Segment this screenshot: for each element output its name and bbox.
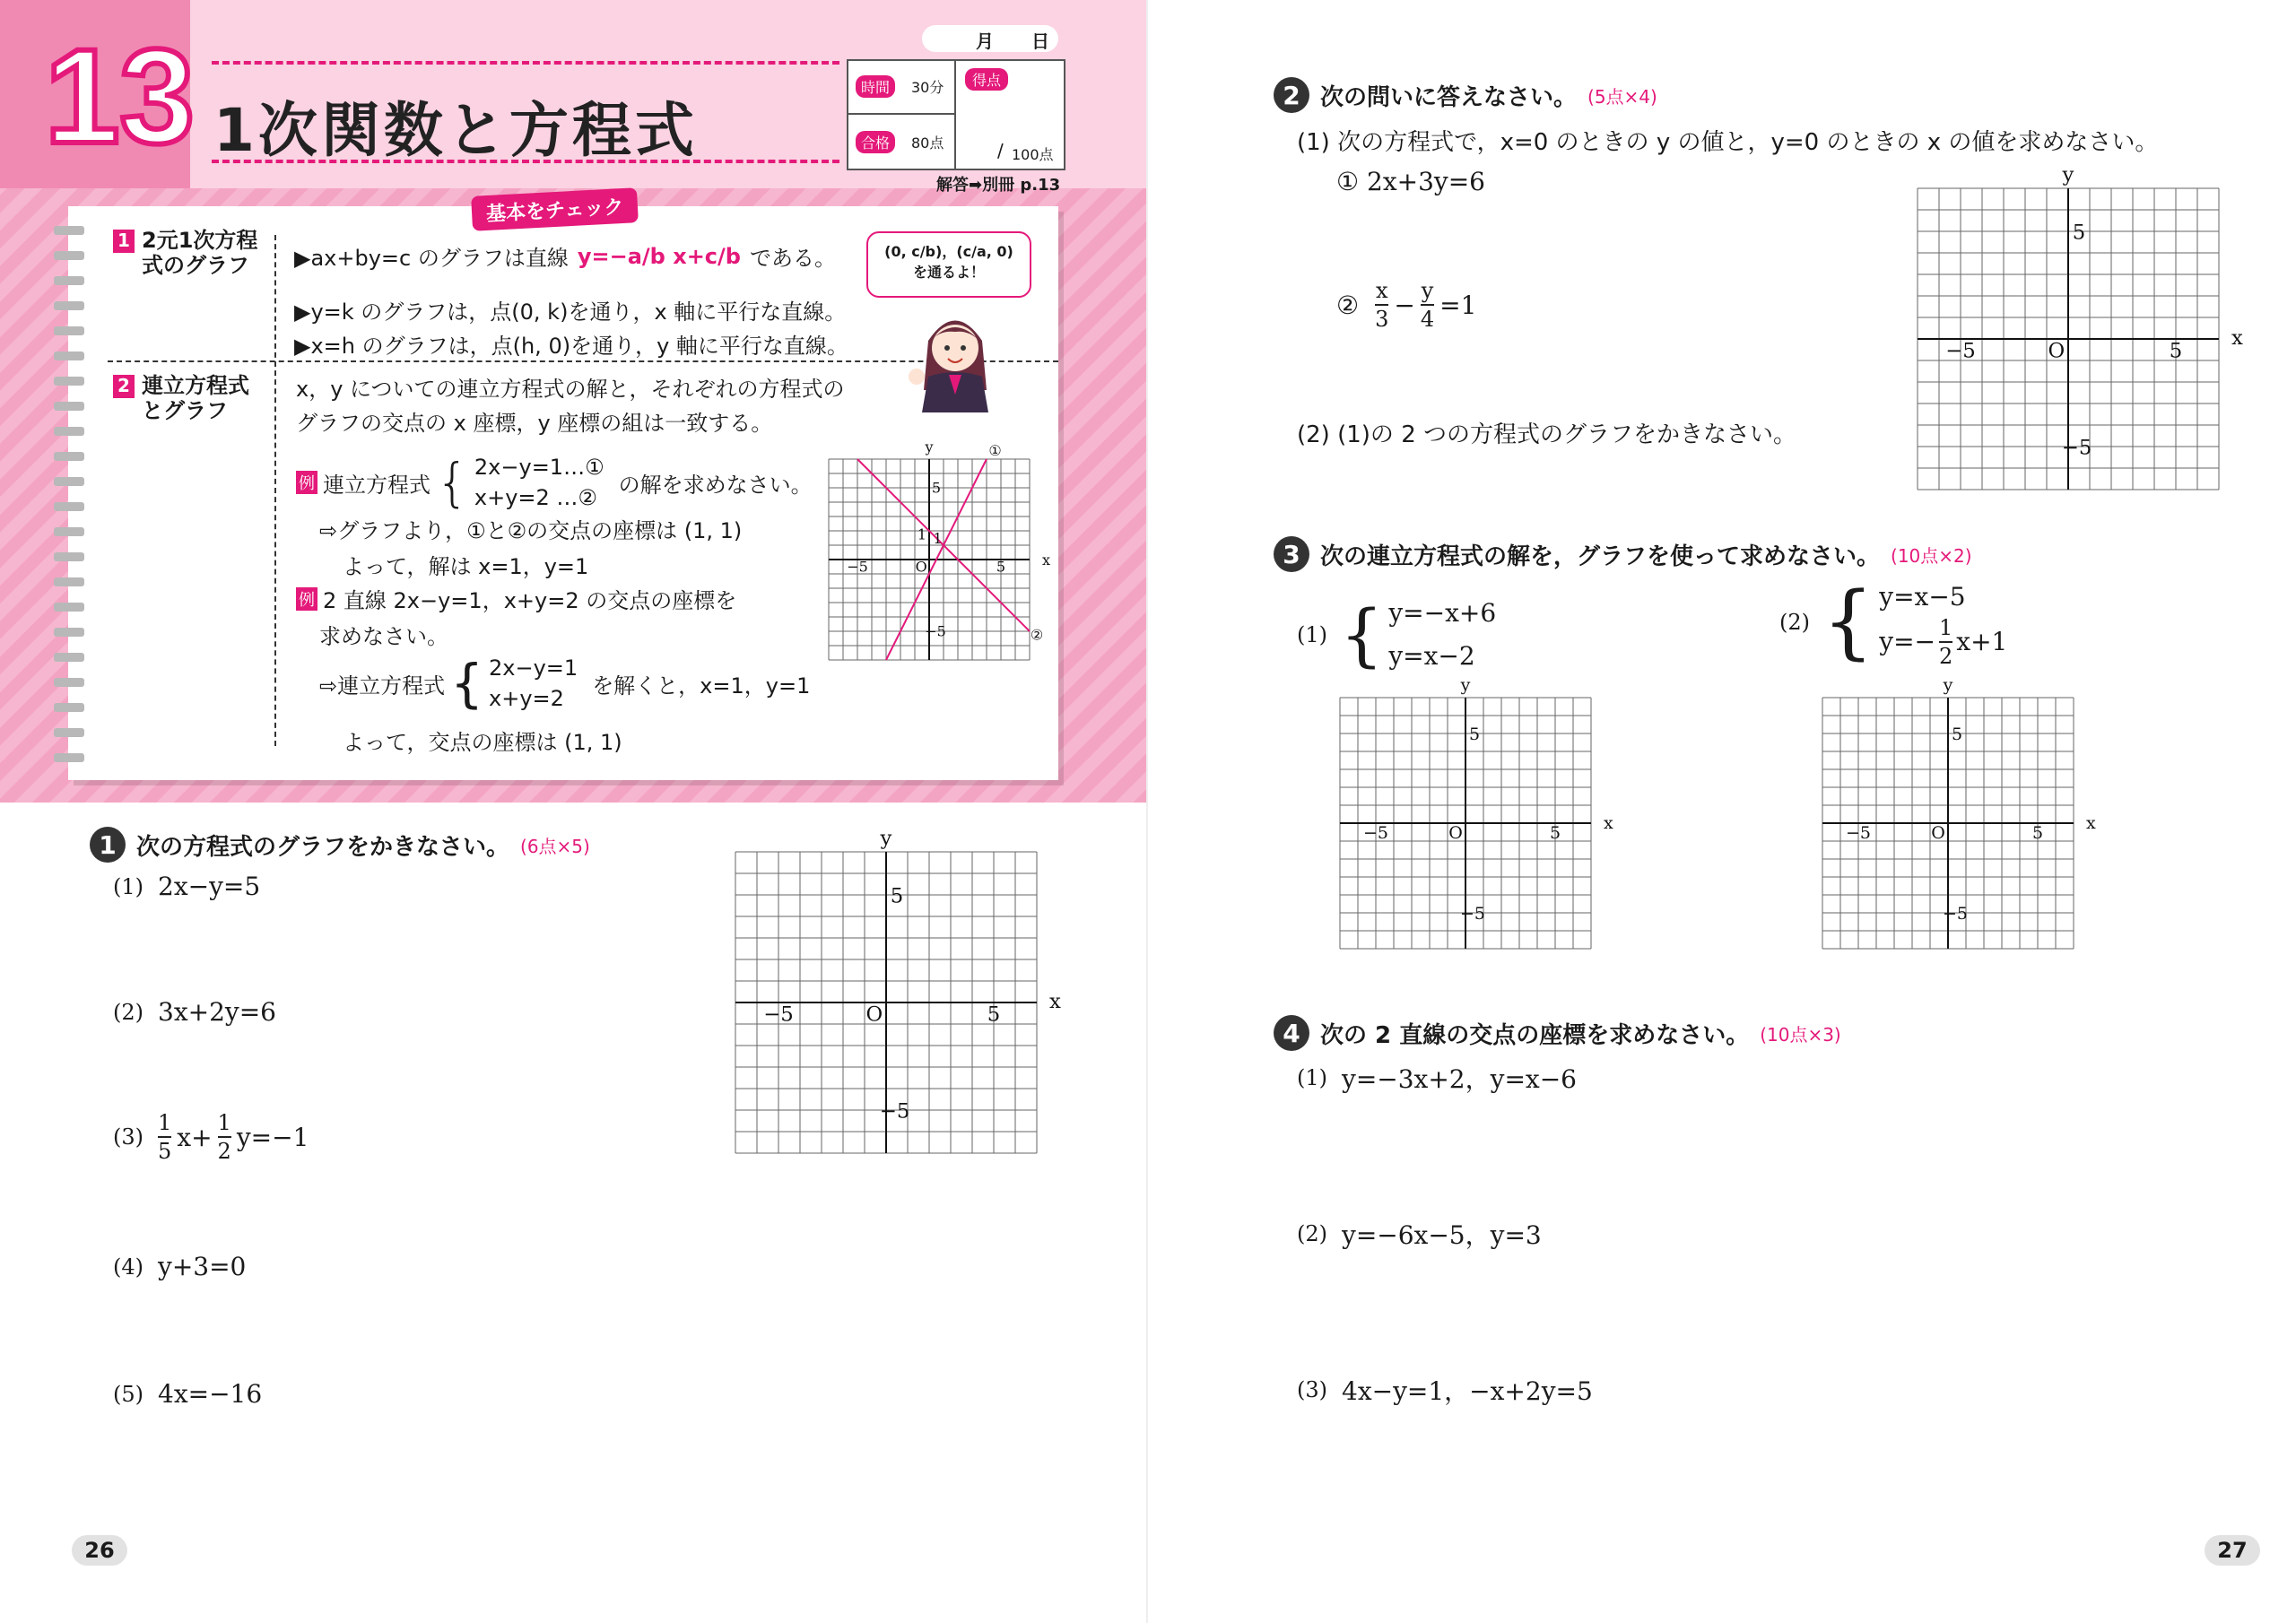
coordinate-grid <box>793 423 1065 696</box>
x-axis-label: x <box>1604 813 1613 833</box>
q3-title: 次の連立方程式の解を，グラフを使って求めなさい。 <box>1320 542 1881 570</box>
q1-item-3 <box>113 1112 309 1162</box>
score-label: 得点 <box>965 68 1008 91</box>
q3-points: (10点×2) <box>1891 544 1972 567</box>
grid-group <box>829 438 1050 660</box>
ring <box>54 703 84 712</box>
pass-row <box>848 115 956 169</box>
q1-points: (6点×5) <box>520 835 590 857</box>
q1-item-5-no: (5) <box>113 1381 144 1407</box>
bubble-text: を通るよ！ <box>912 264 985 281</box>
ring <box>54 577 84 586</box>
lesson-number: 13 <box>45 21 195 171</box>
s1-line1-a: ▶ax+by=c のグラフは直線 <box>294 246 569 271</box>
q2-item-2-minus: − <box>1394 290 1415 320</box>
time-row <box>848 61 956 115</box>
q3-part-1-no: (1) <box>1297 622 1327 647</box>
tick-label-x-pos5: 5 <box>2031 823 2044 843</box>
tick-label-x-pos5: 5 <box>2169 339 2183 363</box>
ring <box>54 678 84 687</box>
ring <box>54 402 84 411</box>
q2-title: 次の問いに答えなさい。 <box>1320 83 1578 111</box>
q1-item-4-no: (4) <box>113 1254 144 1280</box>
ring <box>54 477 84 486</box>
q1-item-2 <box>113 997 276 1027</box>
q1-item-4-eq: y+3=0 <box>158 1252 247 1281</box>
tick-label-x-pos5: 5 <box>996 558 1006 576</box>
q2-item-2-d1: 3 <box>1375 307 1389 332</box>
ring <box>54 753 84 762</box>
q4-heading <box>1274 1015 1841 1051</box>
tick-label-y-neg5: −5 <box>925 622 946 640</box>
tick-label-y-neg5: −5 <box>2061 436 2092 460</box>
q1-item-3-n2: 1 <box>217 1110 231 1135</box>
q3-part-2-no: (2) <box>1779 610 1810 635</box>
q3-part-2-eq2-b: x+1 <box>1956 627 2008 656</box>
grid-group <box>1822 675 2096 949</box>
q2-item-2-end: =1 <box>1439 290 1477 320</box>
q4-item-2-eq: y=−6x−5，y=3 <box>1342 1220 1542 1250</box>
ex2-eq1: 2x−y=1 <box>489 655 578 681</box>
tick-label-x-neg5: −5 <box>763 1002 794 1027</box>
q2-number: 2 <box>1274 77 1309 113</box>
q4-item-3-eq: 4x−y=1，−x+2y=5 <box>1342 1376 1593 1406</box>
tick-label-y-neg5: −5 <box>1943 904 1969 924</box>
ex1-label: 例 <box>296 471 317 494</box>
date-day: 日 <box>1031 30 1049 52</box>
x-axis-label: x <box>2086 813 2096 833</box>
q3-graph-1 <box>1304 662 1627 988</box>
page-number-left: 26 <box>72 1535 127 1566</box>
q2-item-2-no: ② <box>1336 290 1360 320</box>
ex2-label: 例 <box>296 587 317 611</box>
origin-label: O <box>915 558 927 576</box>
tick-label-y-neg5: −5 <box>879 1099 910 1124</box>
tick-label-y-pos5: 5 <box>931 479 942 497</box>
q3-graph-2 <box>1787 662 2109 988</box>
ring <box>54 552 84 561</box>
tick-label-x-neg5: −5 <box>1945 339 1976 363</box>
y-axis-label: y <box>880 827 892 850</box>
q3-part-2-eq1: y=x−5 <box>1879 582 1966 612</box>
ex1 <box>296 452 813 513</box>
origin-label: O <box>1931 823 1945 843</box>
q1-title: 次の方程式のグラフをかきなさい。 <box>136 833 510 861</box>
y-axis-label: y <box>1460 675 1471 695</box>
q2-item-2-d2: 4 <box>1420 307 1435 332</box>
q2-sub1: (1) 次の方程式で，x=0 のときの y の値と，y=0 のときの x の値を求めなさい。 <box>1297 129 2159 156</box>
s1-line1 <box>294 240 836 272</box>
q3-part-2 <box>1779 577 2007 667</box>
check-badge: 基本をチェック <box>471 187 639 231</box>
y-axis-label: y <box>2062 163 2074 187</box>
q1-number: 1 <box>90 827 126 863</box>
q3-part-1-brace: { <box>1340 595 1384 674</box>
grid-group <box>1340 675 1613 949</box>
origin-label: O <box>1448 823 1463 843</box>
q1-item-2-eq: 3x+2y=6 <box>158 997 276 1027</box>
pass-value: 80点 <box>911 135 944 152</box>
ring <box>54 301 84 310</box>
q4-item-2 <box>1297 1216 1542 1252</box>
ex1-brace: { <box>436 452 469 513</box>
time-label: 時間 <box>856 75 895 98</box>
q4-item-1-eq: y=−3x+2，y=x−6 <box>1342 1064 1577 1094</box>
score-box <box>847 59 1065 170</box>
q4-points: (10点×3) <box>1760 1023 1841 1046</box>
tick-label-x-pos5: 5 <box>987 1002 1001 1027</box>
coordinate-grid <box>1304 662 1627 985</box>
q3-part-1-eq2: y=x−2 <box>1388 641 1475 671</box>
q3-part-2-d: 2 <box>1939 644 1953 669</box>
ex2-ans-b: を解くと，x=1，y=1 <box>592 673 811 699</box>
q2-item-2-n1: x <box>1375 278 1388 303</box>
score-total: 100点 <box>1012 146 1054 163</box>
line-label-2: ② <box>1030 626 1044 644</box>
s1-line2: ▶y=k のグラフは，点(0, k)を通り，x 軸に平行な直線。 <box>294 299 847 325</box>
q1-item-1-eq: 2x−y=5 <box>158 872 261 901</box>
tick-label-x-pos5: 5 <box>1549 823 1561 843</box>
ring <box>54 226 84 235</box>
q1-item-5-eq: 4x=−16 <box>158 1379 263 1409</box>
q1-item-1-no: (1) <box>113 873 144 899</box>
bubble-line: (0, c/b)，(c/a, 0) <box>884 243 1013 260</box>
example-graph <box>793 423 1065 699</box>
q2-item-2 <box>1336 280 1476 330</box>
ring <box>54 502 84 511</box>
q4-item-3-no: (3) <box>1297 1377 1327 1402</box>
speech-bubble <box>866 231 1031 298</box>
q2-item-1: ① 2x+3y=6 <box>1336 167 1485 196</box>
q3-part-2-eq2-a: y=− <box>1879 627 1936 656</box>
ring <box>54 527 84 536</box>
tick-label-x-neg5: −5 <box>1845 823 1872 843</box>
ex2-text2: 求めなさい。 <box>319 624 448 649</box>
q3-heading <box>1274 536 1972 572</box>
ex2-ans2: よって，交点の座標は (1, 1) <box>343 730 622 755</box>
coordinate-grid <box>1787 662 2109 985</box>
s1-title: 2元1次方程式のグラフ <box>142 228 258 278</box>
q3-part-2-n: 1 <box>1939 615 1953 640</box>
ring <box>54 276 84 285</box>
q1-item-5 <box>113 1379 262 1409</box>
ex1-ans1: ⇨グラフより，①と②の交点の座標は (1, 1) <box>319 518 743 543</box>
q1-graph <box>700 816 1073 1193</box>
y-axis-label: y <box>925 438 934 456</box>
pass-label: 合格 <box>856 131 895 153</box>
q4-item-1-no: (1) <box>1297 1065 1327 1090</box>
ex1-eq2: x+y=2 …② <box>474 485 597 510</box>
ex2-eq2: x+y=2 <box>489 686 564 711</box>
score-slash: / <box>997 140 1004 161</box>
title-dash-top <box>212 61 839 65</box>
ring <box>54 728 84 737</box>
coordinate-grid <box>1882 152 2255 525</box>
q1-item-1 <box>113 872 260 901</box>
q3-number: 3 <box>1274 536 1309 572</box>
q1-item-3-no: (3) <box>113 1124 144 1150</box>
q1-item-3-end: y=−1 <box>236 1122 309 1152</box>
q1-item-3-d1: 5 <box>158 1139 172 1164</box>
q4-item-3 <box>1297 1372 1593 1408</box>
ex1-text-a: 連立方程式 <box>323 472 430 498</box>
ring <box>54 603 84 612</box>
line-label-1: ① <box>988 442 1002 459</box>
tick-label-y-pos5: 5 <box>1951 725 1963 744</box>
q3-part-2-brace: { <box>1822 575 1874 669</box>
q4-number: 4 <box>1274 1015 1309 1051</box>
q1-item-4 <box>113 1252 246 1281</box>
ex2-ans-a: ⇨連立方程式 <box>319 673 446 699</box>
tick-label-y-pos5: 5 <box>1468 725 1481 744</box>
y-axis-label: y <box>1943 675 1953 695</box>
tick-label-x-neg5: −5 <box>847 558 868 576</box>
tick-label-y-pos5: 5 <box>2072 221 2086 245</box>
q4-item-1 <box>1297 1060 1577 1096</box>
s1-num: 1 <box>113 230 135 253</box>
tick-label-y-pos5: 5 <box>890 884 904 908</box>
q4-item-2-no: (2) <box>1297 1221 1327 1246</box>
q2-graph <box>1882 152 2255 529</box>
q1-item-3-mid: x+ <box>177 1122 213 1152</box>
s2-text1: x，y についての連立方程式の解と，それぞれの方程式の <box>296 377 845 402</box>
title-dash-bottom <box>212 160 839 163</box>
q1-item-3-d2: 2 <box>217 1139 231 1164</box>
q4-title: 次の 2 直線の交点の座標を求めなさい。 <box>1320 1021 1750 1049</box>
ex2-text1: 2 直線 2x−y=1，x+y=2 の交点の座標を <box>323 588 737 613</box>
grid-group <box>1918 163 2243 490</box>
ring <box>54 326 84 335</box>
ex1-eq1: 2x−y=1…① <box>474 455 604 480</box>
tick-label-x-neg5: −5 <box>1362 823 1389 843</box>
s2-title: 連立方程式とグラフ <box>142 373 249 423</box>
q2-sub2: (2) (1)の 2 つの方程式のグラフをかきなさい。 <box>1297 421 1796 448</box>
coordinate-grid <box>700 816 1073 1189</box>
x-axis-label: x <box>2231 326 2243 350</box>
ex2 <box>296 583 736 614</box>
s1-line1-formula: y=−a/b x+c/b <box>577 243 741 269</box>
ex1-text-b: の解を求めなさい。 <box>618 472 813 498</box>
ring <box>54 628 84 637</box>
s1-line3: ▶x=h のグラフは，点(h, 0)を通り，y 軸に平行な直線。 <box>294 334 848 359</box>
q1-item-2-no: (2) <box>113 999 144 1025</box>
q2-item-2-n2: y <box>1421 278 1434 303</box>
page-number-right: 27 <box>2205 1535 2260 1566</box>
s2-num: 2 <box>113 375 135 398</box>
x-axis-label: x <box>1049 990 1061 1013</box>
basics-divider-v <box>274 235 276 746</box>
tick-label-x-1: 1 <box>933 530 943 547</box>
answer-ref: 解答➡別冊 p.13 <box>936 176 1061 195</box>
s1-line1-b: である。 <box>749 246 836 271</box>
ring <box>54 251 84 260</box>
date-month: 月 <box>976 30 994 52</box>
q2-points: (5点×4) <box>1587 85 1657 108</box>
ring <box>54 377 84 386</box>
time-value: 30分 <box>911 79 944 96</box>
ex2-ans <box>319 653 810 714</box>
ring <box>54 427 84 436</box>
grid-group <box>735 827 1061 1153</box>
origin-label: O <box>865 1002 883 1027</box>
s2-text2: グラフの交点の x 座標，y 座標の組は一致する。 <box>296 411 773 436</box>
q1-item-3-n1: 1 <box>158 1110 172 1135</box>
ex2-brace: { <box>450 653 484 714</box>
ex1-ans2: よって，解は x=1，y=1 <box>343 554 589 579</box>
character-illustration <box>897 305 1013 412</box>
q2-heading <box>1274 77 1657 113</box>
lesson-title: 1次関数と方程式 <box>213 96 698 165</box>
ring <box>54 452 84 461</box>
origin-label: O <box>2048 339 2066 363</box>
page-fold <box>1146 0 1148 1623</box>
ring <box>54 352 84 360</box>
q1-heading <box>90 827 590 863</box>
ring <box>54 653 84 662</box>
tick-label-y-1: 1 <box>917 525 927 543</box>
q3-part-1-eq1: y=−x+6 <box>1388 598 1497 628</box>
x-axis-label: x <box>1042 551 1051 568</box>
tick-label-y-neg5: −5 <box>1460 904 1486 924</box>
date-pill <box>922 25 1058 52</box>
